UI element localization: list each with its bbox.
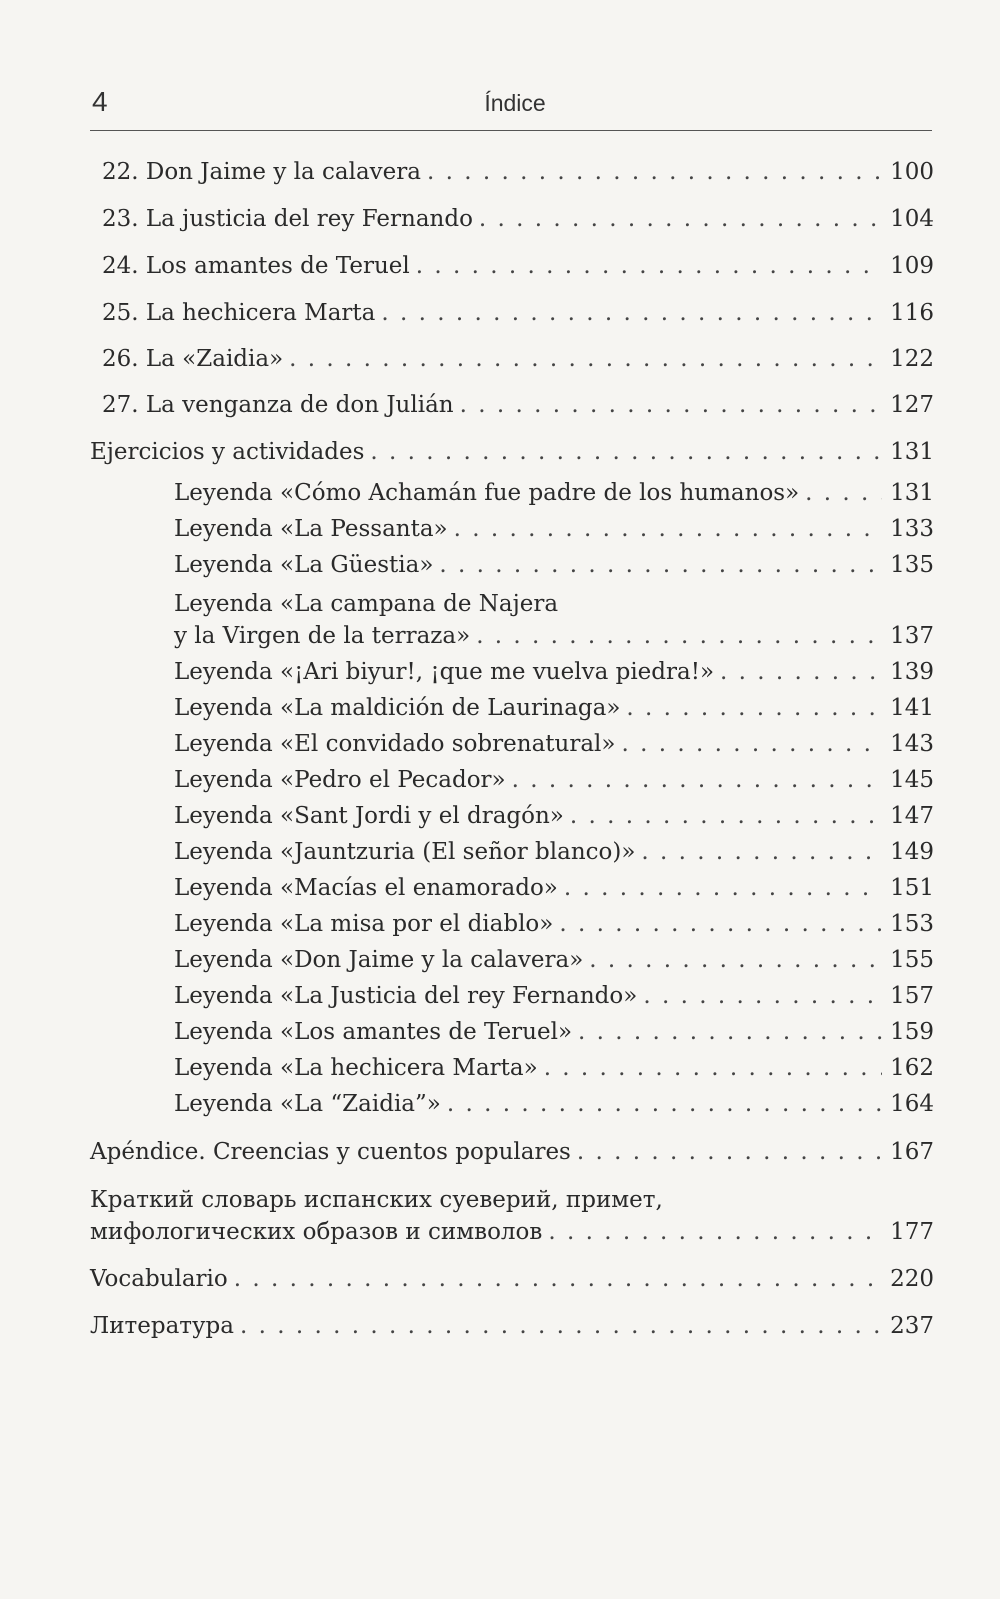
toc-entry-page: 133 — [890, 516, 934, 542]
toc-entry-title: Leyenda «La Güestia» — [174, 552, 434, 578]
toc-entry-page: 164 — [890, 1091, 934, 1117]
toc-entry-title: 23. La justicia del rey Fernando — [102, 206, 473, 232]
dot-leader — [416, 252, 882, 280]
toc-entry-page: 135 — [890, 552, 934, 578]
toc-entry-title: Apéndice. Creencias y cuentos populares — [90, 1139, 571, 1165]
toc-entry-chapter-24[interactable] — [102, 252, 934, 280]
toc-entry-chapter-23[interactable] — [102, 205, 934, 233]
toc-entry-page: 143 — [890, 731, 934, 757]
toc-entry-title: Leyenda «Macías el enamorado» — [174, 875, 558, 901]
toc-entry-title: Leyenda «Los amantes de Teruel» — [174, 1019, 573, 1045]
toc-entry-title: Leyenda «Sant Jordi y el dragón» — [174, 803, 564, 829]
toc-entry-page: 159 — [890, 1019, 934, 1045]
dot-leader — [460, 391, 882, 419]
header-rule — [90, 130, 932, 131]
toc-entry-literature[interactable] — [90, 1312, 934, 1340]
toc-subentry-exercise[interactable] — [174, 479, 934, 507]
toc-subentry-exercise[interactable] — [174, 1018, 934, 1046]
toc-subentry-exercise[interactable] — [174, 910, 934, 938]
toc-entry-page: 116 — [890, 300, 934, 326]
toc-entry-title: Vocabulario — [90, 1266, 228, 1292]
toc-entry-exercises[interactable] — [90, 438, 934, 466]
dot-leader — [643, 982, 882, 1010]
toc-entry-page: 157 — [890, 983, 934, 1009]
toc-entry-page: 100 — [890, 159, 934, 185]
toc-entry-page: 137 — [890, 623, 934, 649]
toc-subentry-exercise[interactable] — [174, 658, 934, 686]
toc-entry-page: 153 — [890, 911, 934, 937]
toc-entry-page: 131 — [890, 480, 934, 506]
toc-entry-title: мифологических образов и символов — [90, 1219, 543, 1245]
toc-subentry-exercise[interactable] — [174, 1090, 934, 1118]
toc-entry-page: 149 — [890, 839, 934, 865]
toc-entry-chapter-22[interactable] — [102, 158, 934, 186]
toc-entry-vocabulary[interactable] — [90, 1265, 934, 1293]
toc-entry-appendix[interactable] — [90, 1138, 934, 1166]
dot-leader — [447, 1090, 882, 1118]
toc-subentry-title-line1: Leyenda «La campana de Najera — [174, 591, 559, 617]
toc-entry-page: 177 — [890, 1219, 934, 1245]
toc-entry-title: Leyenda «La Justicia del rey Fernando» — [174, 983, 638, 1009]
toc-subentry-exercise[interactable] — [174, 694, 934, 722]
toc-entry-page: 131 — [890, 439, 934, 465]
dot-leader — [577, 1138, 882, 1166]
toc-subentry-exercise[interactable] — [174, 730, 934, 758]
toc-subentry-exercise[interactable] — [174, 982, 934, 1010]
toc-entry-title: 27. La venganza de don Julián — [102, 392, 454, 418]
toc-entry-title: 24. Los amantes de Teruel — [102, 253, 410, 279]
toc-entry-title: 22. Don Jaime y la calavera — [102, 159, 421, 185]
toc-subentry-exercise[interactable] — [174, 802, 934, 830]
toc-entry-page: 127 — [890, 392, 934, 418]
dot-leader — [476, 622, 882, 650]
toc-entry-title: Leyenda «Cómo Achamán fue padre de los humanos» — [174, 480, 800, 506]
dot-leader — [234, 1265, 882, 1293]
toc-entry-page: 167 — [890, 1139, 934, 1165]
dot-leader — [621, 730, 882, 758]
dot-leader — [559, 910, 882, 938]
toc-entry-page: 151 — [890, 875, 934, 901]
toc-entry-page: 109 — [890, 253, 934, 279]
toc-entry-chapter-25[interactable] — [102, 299, 934, 327]
toc-subentry-exercise[interactable] — [174, 622, 934, 650]
dot-leader — [626, 694, 882, 722]
toc-subentry-exercise[interactable] — [174, 874, 934, 902]
toc-entry-page: 139 — [890, 659, 934, 685]
page-number: 4 — [92, 86, 108, 117]
toc-entry-title: Leyenda «Pedro el Pecador» — [174, 767, 506, 793]
toc-entry-page: 122 — [890, 346, 934, 372]
dot-leader — [564, 874, 882, 902]
toc-entry-title: Leyenda «Jauntzuria (El señor blanco)» — [174, 839, 636, 865]
dot-leader — [805, 479, 882, 507]
toc-entry-title: Leyenda «¡Ari biyur!, ¡que me vuelva piedra!» — [174, 659, 715, 685]
dot-leader — [641, 838, 882, 866]
dot-leader — [548, 1218, 882, 1246]
toc-subentry-exercise[interactable] — [174, 838, 934, 866]
toc-entry-title: Leyenda «La “Zaidia”» — [174, 1091, 441, 1117]
dot-leader — [289, 345, 882, 373]
toc-entry-title: Ejercicios y actividades — [90, 439, 365, 465]
toc-entry-page: 162 — [890, 1055, 934, 1081]
toc-entry-dictionary[interactable] — [90, 1218, 934, 1246]
toc-subentry-exercise[interactable] — [174, 1054, 934, 1082]
toc-entry-title: 26. La «Zaidia» — [102, 346, 284, 372]
toc-entry-title: Leyenda «La misa por el diablo» — [174, 911, 554, 937]
toc-entry-page: 220 — [890, 1266, 934, 1292]
toc-entry-chapter-27[interactable] — [102, 391, 934, 419]
toc-entry-title: y la Virgen de la terraza» — [174, 623, 471, 649]
dot-leader — [479, 205, 882, 233]
dot-leader — [439, 551, 882, 579]
dot-leader — [578, 1018, 882, 1046]
toc-entry-page: 145 — [890, 767, 934, 793]
dot-leader — [589, 946, 882, 974]
toc-entry-title: Leyenda «La maldición de Laurinaga» — [174, 695, 621, 721]
toc-entry-page: 104 — [890, 206, 934, 232]
toc-entry-page: 237 — [890, 1313, 934, 1339]
dot-leader — [427, 158, 882, 186]
toc-subentry-exercise[interactable] — [174, 551, 934, 579]
dot-leader — [512, 766, 882, 794]
dot-leader — [570, 802, 882, 830]
dot-leader — [370, 438, 882, 466]
running-head-title: Índice — [484, 90, 546, 116]
toc-subentry-exercise[interactable] — [174, 766, 934, 794]
toc-entry-title: Leyenda «La hechicera Marta» — [174, 1055, 538, 1081]
toc-entry-page: 141 — [890, 695, 934, 721]
dot-leader — [240, 1312, 882, 1340]
dot-leader — [381, 299, 882, 327]
toc-entry-chapter-26[interactable] — [102, 345, 934, 373]
dot-leader — [720, 658, 882, 686]
toc-entry-page: 147 — [890, 803, 934, 829]
toc-entry-title: 25. La hechicera Marta — [102, 300, 376, 326]
toc-subentry-exercise[interactable] — [174, 515, 934, 543]
toc-entry-title: Литература — [90, 1313, 234, 1339]
toc-entry-title: Leyenda «La Pessanta» — [174, 516, 448, 542]
dot-leader — [454, 515, 882, 543]
dot-leader — [544, 1054, 882, 1082]
toc-entry-page: 155 — [890, 947, 934, 973]
toc-entry-title: Leyenda «El convidado sobrenatural» — [174, 731, 616, 757]
toc-entry-title: Leyenda «Don Jaime y la calavera» — [174, 947, 584, 973]
toc-subentry-exercise[interactable] — [174, 946, 934, 974]
toc-entry-dictionary-line1: Краткий словарь испанских суеверий, примет, — [90, 1187, 663, 1213]
